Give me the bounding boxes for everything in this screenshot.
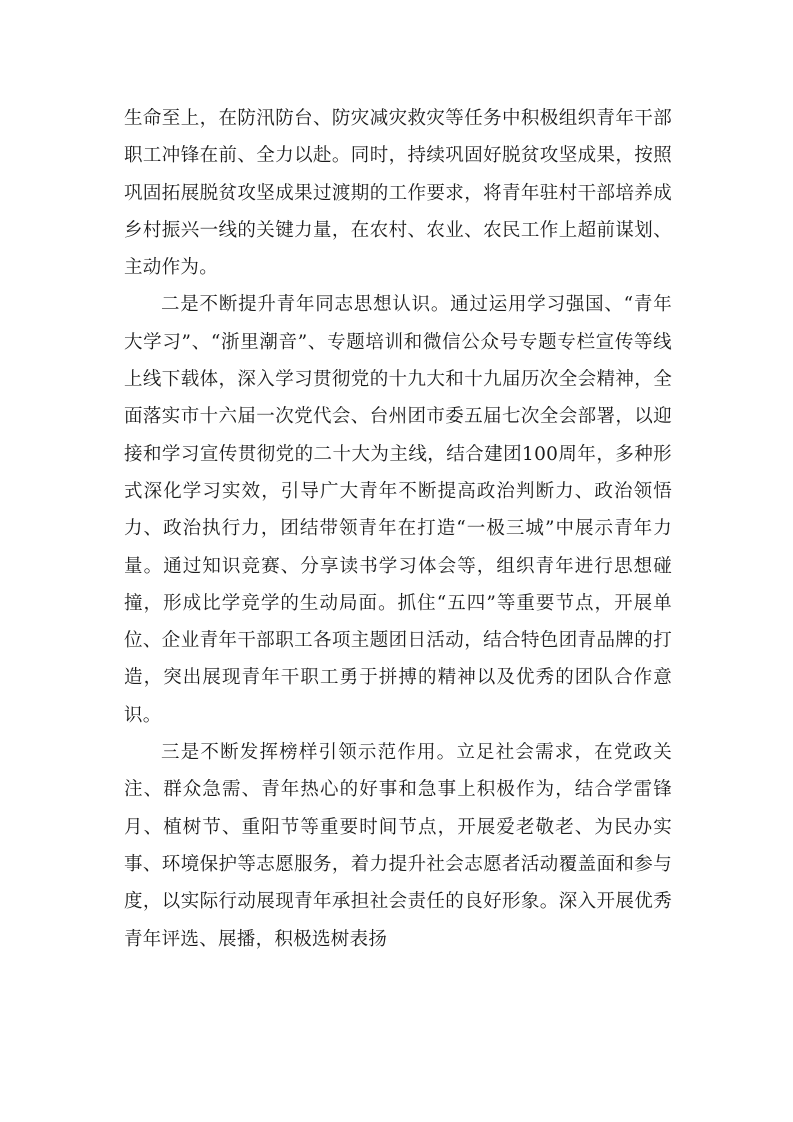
paragraph-thought-awareness: 二是不断提升青年同志思想认识。通过运用学习强国、“青年大学习”、“浙里潮音”、专题培训和微信公众号专题专栏宣传等线上线下载体，深入学习贯彻党的十九大和十九届历次全会精神，全面落实市十六届一次党代会、台州团市委五届七次全会部署，以迎接和学习宣传贯彻党的二十大为主线，结合建团100周年，多种形式深化学习实效，引导广大青年不断提高政治判断力、政治领悟力、政治执行力，团结带领青年在打造“一极三城”中展示青年力量。通过知识竞赛、分享读书学习体会等，组织青年进行思想碰撞，形成比学竞学的生动局面。抓住“五四”等重要节点，开展单位、企业青年干部职工各项主题团日活动，结合特色团青品牌的打造，突出展现青年干职工勇于拼搏的精神以及优秀的团队合作意识。 <box>124 294 672 726</box>
paragraph-continuation: 生命至上，在防汛防台、防灾减灾救灾等任务中积极组织青年干部职工冲锋在前、全力以赴。同时，持续巩固好脱贫攻坚成果，按照巩固拓展脱贫攻坚成果过渡期的工作要求，将青年驻村干部培养成乡村振兴一线的关键力量，在农村、农业、农民工作上超前谋划、主动作为。 <box>124 108 672 279</box>
paragraph-role-models: 三是不断发挥榜样引领示范作用。立足社会需求，在党政关注、群众急需、青年热心的好事和急事上积极作为，结合学雷锋月、植树节、重阳节等重要时间节点，开展爱老敬老、为民办实事、环境保护等志愿服务，着力提升社会志愿者活动覆盖面和参与度，以实际行动展现青年承担社会责任的良好形象。深入开展优秀青年评选、展播，积极选树表扬 <box>124 742 672 950</box>
document-body <box>124 100 672 958</box>
